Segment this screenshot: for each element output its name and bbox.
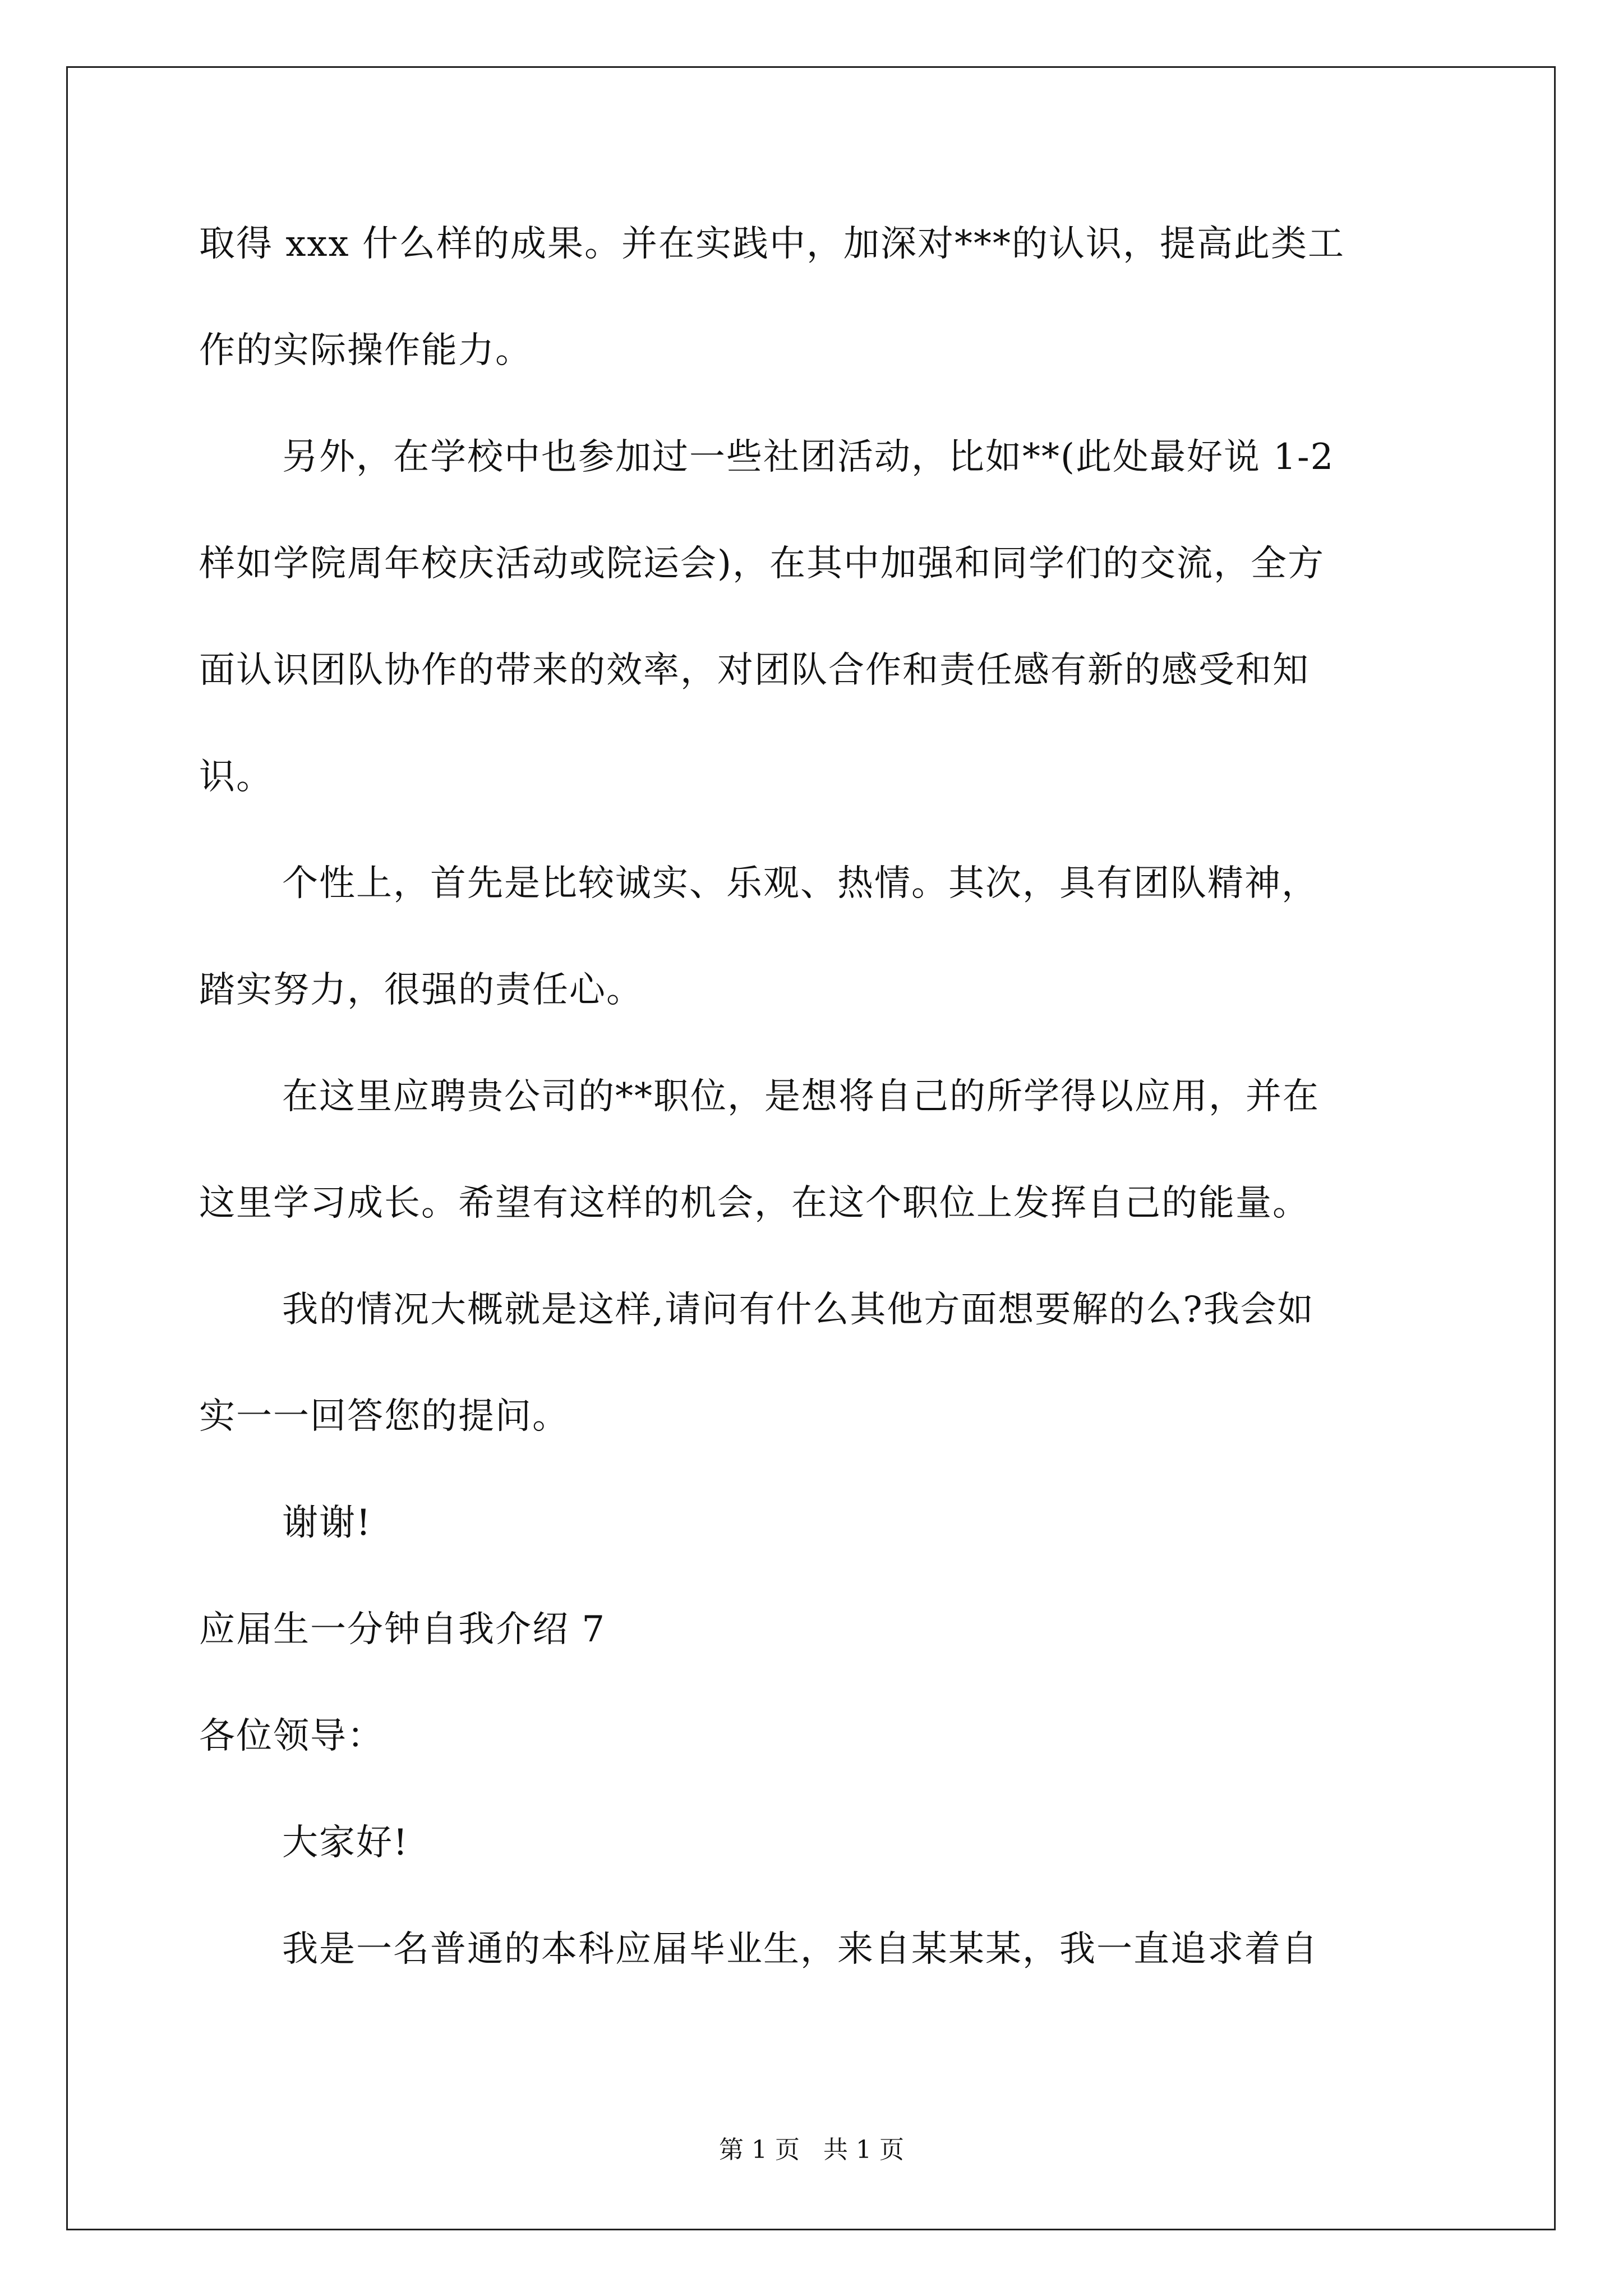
- page-number-footer: 第 1 页 共 1 页: [719, 2136, 904, 2164]
- text-line: 取得 xxx 什么样的成果。并在实践中，加深对***的认识，提高此类工: [199, 223, 1345, 265]
- text-line: 另外，在学校中也参加过一些社团活动，比如**(此处最好说 1-2: [282, 436, 1335, 478]
- document-body: [199, 219, 1427, 2031]
- text-line: 个性上，首先是比较诚实、乐观、热情。其次，具有团队精神，: [282, 863, 1318, 904]
- salutation: 各位领导：: [199, 1715, 384, 1757]
- text-line: 踏实努力，很强的责任心。: [199, 969, 643, 1011]
- text-line: 实一一回答您的提问。: [199, 1396, 569, 1437]
- text-line: 样如学院周年校庆活动或院运会)，在其中加强和同学们的交流，全方: [199, 543, 1325, 585]
- text-line: 面认识团队协作的带来的效率，对团队合作和责任感有新的感受和知: [199, 650, 1310, 691]
- text-line: 这里学习成长。希望有这样的机会，在这个职位上发挥自己的能量。: [199, 1182, 1310, 1224]
- text-line: 我的情况大概就是这样,请问有什么其他方面想要解的么?我会如: [282, 1289, 1315, 1331]
- section-heading: 应届生一分钟自我介绍 7: [199, 1609, 606, 1650]
- greeting: 大家好!: [282, 1822, 409, 1864]
- text-line: 我是一名普通的本科应届毕业生，来自某某某，我一直追求着自: [282, 1929, 1318, 1970]
- text-line: 识。: [199, 756, 273, 798]
- closing-thanks: 谢谢!: [282, 1502, 372, 1544]
- text-line: 在这里应聘贵公司的**职位，是想将自己的所学得以应用，并在: [282, 1076, 1320, 1117]
- text-line: 作的实际操作能力。: [199, 330, 532, 371]
